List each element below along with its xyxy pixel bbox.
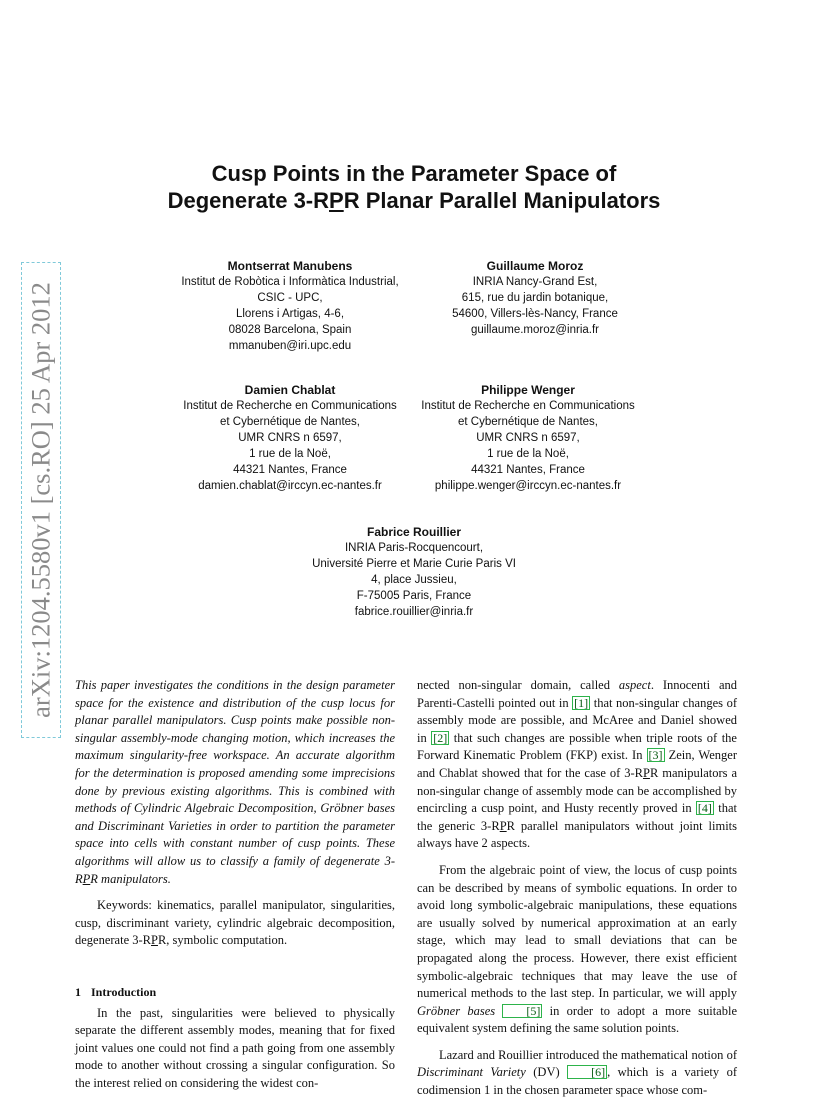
author-affil-line: UMR CNRS n 6597, [476, 432, 580, 444]
citation-link-4[interactable]: [4] [697, 801, 712, 816]
title-part: Degenerate 3-R [167, 188, 330, 213]
keywords [75, 897, 395, 950]
author-email: damien.chablat@irccyn.ec-nantes.fr [198, 480, 382, 492]
intro-paragraph: In the past, singularities were believed to physically separate the different assembly modes, meaning that for fixed joint values one could not find a path going from one assembly mode to another without crossing a singular configuration. So the interest relied on considering the widest con- [75, 1005, 395, 1090]
author-affil-line: 54600, Villers-lès-Nancy, France [452, 308, 618, 320]
text: R manipulators a non-singular change of assembly mode can be accomplished by encircling a cusp point, and Husty recently proved in [417, 765, 737, 816]
author-name: Montserrat Manubens [227, 259, 353, 273]
citation-link-5[interactable]: [5] [502, 1004, 542, 1018]
paragraph-1 [417, 677, 737, 853]
author-affil-line: INRIA Paris-Rocquencourt, [344, 542, 484, 554]
text: Zein, Wenger and Chablat showed that for the case of 3-R [417, 748, 737, 780]
title-part: R Planar Parallel Manipulators [343, 188, 661, 213]
author-name: Guillaume Moroz [486, 259, 584, 273]
abstract-text: R manipulators. [90, 871, 171, 886]
keywords-text: Keywords: kinematics, parallel manipulator, singularities, cusp, discriminant variety, cylindric algebraic decomposition, degenerate 3-R [75, 898, 395, 948]
author-name: Damien Chablat [244, 383, 336, 397]
text: From the algebraic point of view, the locus of cusp points can be described by means of symbolic equations. In order to avoid long symbolic-algebraic manipulations, these equations are usually solved by numerical approximation at an early stage, which may lead to small deviations that can be propagated along the process. However, there exist efficient symbolic-algebraic techniques that may leave the use of numerical methods to the last step. In particular, we will apply [417, 862, 737, 1001]
citation-link-2[interactable]: [2] [433, 730, 448, 745]
author-affil-line: UMR CNRS n 6597, [238, 432, 342, 444]
text: nected non-singular domain, called [417, 678, 619, 692]
emphasis-dv: Discriminant Variety [417, 1065, 526, 1080]
author-affil-line: 44321 Nantes, France [233, 464, 347, 476]
author-affil-line: Llorens i Artigas, 4-6, [235, 308, 345, 320]
author-block-1 [160, 258, 420, 354]
paragraph-2 [417, 862, 737, 1038]
text: Lazard and Rouillier introduced the mathematical notion of [439, 1047, 737, 1062]
text [495, 1004, 502, 1018]
author-block-5 [284, 524, 544, 620]
keywords-text: R, symbolic computation. [157, 933, 288, 948]
text: that the generic 3-R [417, 801, 738, 833]
author-affil-line: 615, rue du jardin botanique, [461, 292, 609, 304]
citation-link-3[interactable]: [3] [648, 748, 663, 763]
author-affil-line: 44321 Nantes, France [471, 464, 585, 476]
author-affil-line: Institut de Recherche en Communications [183, 400, 397, 412]
author-email: philippe.wenger@irccyn.ec-nantes.fr [434, 480, 622, 492]
author-block-3 [165, 382, 415, 494]
author-affil-line: Université Pierre et Marie Curie Paris VI [312, 558, 516, 570]
author-affil-line: Institut de Robòtica i Informàtica Industrial, [181, 276, 399, 288]
author-name: Philippe Wenger [481, 383, 575, 397]
author-affil-line: 1 rue de la Noë, [487, 448, 569, 460]
author-block-4 [403, 382, 653, 494]
author-affil-line: 1 rue de la Noë, [249, 448, 331, 460]
abstract [75, 677, 395, 888]
author-email: fabrice.rouillier@inria.fr [354, 606, 474, 618]
author-affil-line: 08028 Barcelona, Spain [228, 324, 352, 336]
text: (DV) [525, 1065, 568, 1080]
keywords-underlined-p: P [151, 933, 158, 948]
author-email: mmanuben@iri.upc.edu [228, 340, 352, 352]
author-affil-line: F-75005 Paris, France [356, 590, 472, 602]
paper-title [0, 160, 828, 214]
underlined-p: P [499, 818, 507, 833]
arxiv-stamp [21, 262, 61, 738]
author-affil-line: CSIC - UPC, [257, 292, 323, 304]
text: . Innocenti and Parenti-Castelli pointed out in [417, 678, 737, 710]
citation-link-6[interactable]: [6] [567, 1065, 607, 1079]
author-affil-line: et Cybernétique de Nantes, [457, 416, 598, 428]
text: in order to adopt a more suitable equivalent system defining the same solution points. [417, 1003, 737, 1036]
text: that such changes are possible when triple roots of the Forward Kinematic Problem (FKP) exist. In [417, 730, 737, 763]
author-affil-line: INRIA Nancy-Grand Est, [472, 276, 598, 288]
author-affil-line: 4, place Jussieu, [371, 574, 457, 586]
text: that non-singular changes of assembly mode are possible, and McAree and Daniel showed in [417, 695, 737, 745]
author-affil-line: Institut de Recherche en Communications [421, 400, 635, 412]
underlined-p: P [642, 765, 650, 780]
title-underlined-p: P [329, 188, 344, 213]
title-line-2 [0, 187, 828, 214]
citation-link-1[interactable]: [1] [574, 695, 589, 710]
author-block-2 [410, 258, 660, 338]
title-line-1: Cusp Points in the Parameter Space of [211, 161, 617, 186]
arxiv-id: arXiv:1204.5580v1 [cs.RO] 25 Apr 2012 [25, 282, 56, 718]
section-title: Introduction [91, 984, 157, 999]
section-number: 1 [75, 984, 81, 999]
author-name: Fabrice Rouillier [366, 525, 462, 539]
right-column [417, 677, 737, 1100]
text: R parallel manipulators without joint limits always have 2 aspects. [417, 818, 737, 851]
emphasis-aspect: aspect [618, 678, 651, 692]
author-email: guillaume.moroz@inria.fr [471, 324, 599, 336]
paragraph-3 [417, 1047, 737, 1100]
emphasis-grobner: Gröbner bases [417, 1003, 496, 1018]
left-column [75, 677, 395, 1092]
abstract-text: This paper investigates the conditions in the design parameter space for the existence and distribution of the cusp locus for planar parallel manipulators. Cusp points make possible non-singular assembly-mode changing motion, which increases the maximum singularity-free workspace. An accurate algorithm for the determination is proposed amending some imprecisions done by previous existing algorithms. This is combined with methods of Cylindric Algebraic Decomposition, Gröbner bases and Discriminant Varieties in order to partition the parameter space into cells with constant number of cusp points. These algorithms will allow us to classify a family of degenerate 3-R [75, 678, 395, 886]
text: , which is a variety of codimension 1 in the chosen parameter space whose com- [417, 1065, 737, 1098]
author-affil-line: et Cybernétique de Nantes, [219, 416, 360, 428]
section-heading [75, 984, 395, 1002]
abstract-underlined-p: P [82, 871, 91, 886]
